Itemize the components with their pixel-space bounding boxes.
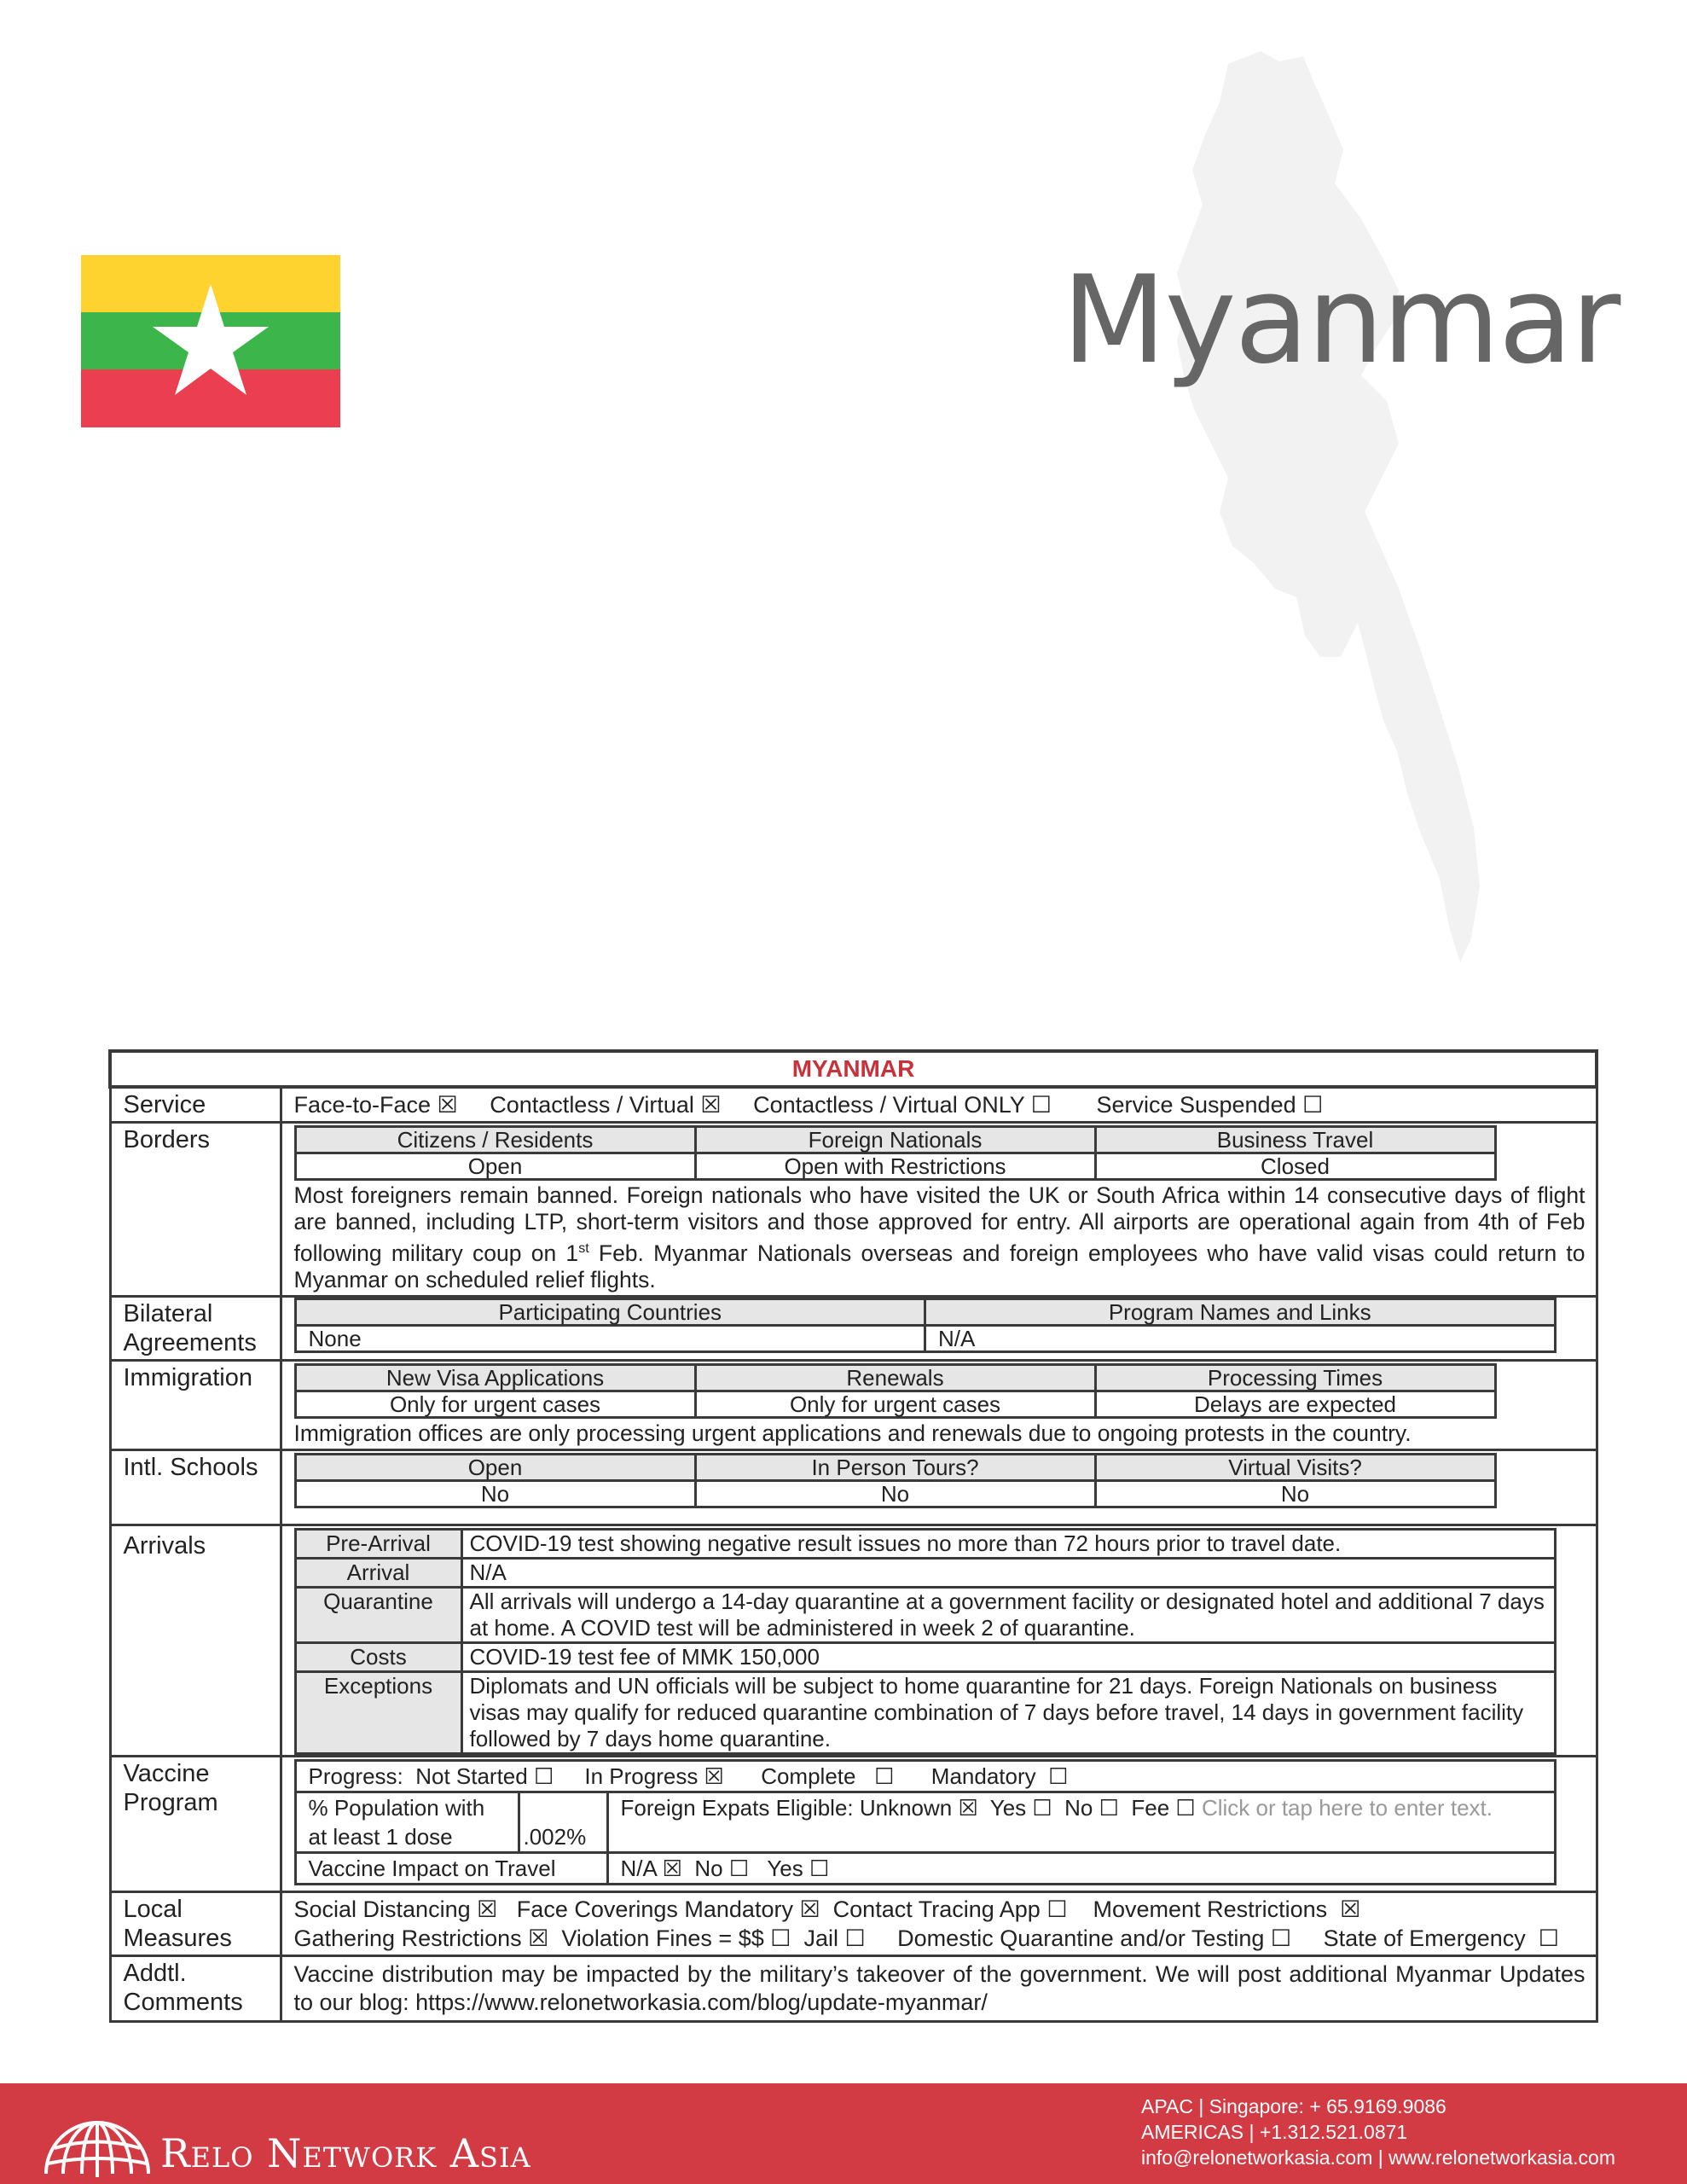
borders-note: Most foreigners remain banned. Foreign nationals who have visited the UK or South Africa within 14 consecutive days of flight are banned, including LTP, short-term visitors and those approved for entry. All airports are operational again from 4th of Feb following military coup on 1st Feb. Myanmar Nationals overseas and foreign employees who have valid visas could return to Myanmar on scheduled relief flights. xyxy=(293,1182,1586,1292)
arrivals-label: Arrivals xyxy=(110,1525,281,1756)
contact-apac: APAC | Singapore: + 65.9169.9086 xyxy=(1141,2095,1446,2117)
white-star-icon xyxy=(81,255,340,427)
borders-value-foreign: Open with Restrictions xyxy=(695,1153,1095,1180)
service-row xyxy=(110,1087,1597,1123)
schools-row xyxy=(110,1449,1597,1525)
schools-table xyxy=(294,1453,1497,1508)
borders-value-business: Closed xyxy=(1095,1153,1495,1180)
arrivals-row-arrival: Arrival N/A xyxy=(295,1558,1555,1587)
borders-value-citizens: Open xyxy=(295,1153,695,1180)
schools-value-virtual: No xyxy=(1095,1480,1495,1507)
eligibility-text-input[interactable]: Click or tap here to enter text. xyxy=(1201,1794,1493,1821)
immigration-header-renewals: Renewals xyxy=(695,1364,1095,1391)
bilateral-table xyxy=(294,1298,1557,1353)
arrivals-row-exceptions: Exceptions Diplomats and UN officials will be subject to home quarantine for 21 days. Foreign Nationals on business visas may qualify for reduced quarantine combination of 7 days before travel, 14 days in government facility followed by 7 days home quarantine. xyxy=(295,1671,1555,1753)
borders-header-business: Business Travel xyxy=(1095,1127,1495,1153)
contact-americas: AMERICAS | +1.312.521.0871 xyxy=(1141,2121,1408,2143)
footer-contact xyxy=(1141,2094,1615,2170)
footer-bar xyxy=(0,2083,1687,2184)
vaccine-impact-value: N/A ☒ No ☐ Yes ☐ xyxy=(607,1852,1555,1884)
myanmar-map-silhouette xyxy=(0,0,1687,973)
borders-header-foreign: Foreign Nationals xyxy=(695,1127,1095,1153)
arrivals-row-costs: Costs COVID-19 test fee of MMK 150,000 xyxy=(295,1642,1555,1671)
local-measures-label: Local Measures xyxy=(110,1891,281,1955)
table-header: MYANMAR xyxy=(110,1051,1597,1087)
local-measures-line-2: Gathering Restrictions ☒ Violation Fines = $$ ☐ Jail ☐ Domestic Quarantine and/or Testing ☐ State of Emergency ☐ xyxy=(293,1925,1559,1951)
vaccine-table xyxy=(294,1759,1557,1885)
arrivals-row xyxy=(110,1525,1597,1756)
schools-value-open: No xyxy=(295,1480,695,1507)
immigration-row xyxy=(110,1360,1597,1449)
arrivals-row-pre: Pre-Arrival COVID-19 test showing negative result issues no more than 72 hours prior to travel date. xyxy=(295,1529,1555,1558)
contact-email-web[interactable]: info@relonetworkasia.com | www.relonetworkasia.com xyxy=(1141,2146,1615,2169)
immigration-value-new-visa: Only for urgent cases xyxy=(295,1391,695,1417)
schools-value-tours: No xyxy=(695,1480,1095,1507)
borders-table xyxy=(294,1125,1497,1181)
bilateral-header-countries: Participating Countries xyxy=(295,1298,925,1325)
schools-header-tours: In Person Tours? xyxy=(695,1454,1095,1480)
arrivals-table xyxy=(294,1528,1557,1755)
schools-header-open: Open xyxy=(295,1454,695,1480)
borders-header-citizens: Citizens / Residents xyxy=(295,1127,695,1153)
immigration-header-new-visa: New Visa Applications xyxy=(295,1364,695,1391)
immigration-note: Immigration offices are only processing urgent applications and renewals due to ongoing protests in the country. xyxy=(293,1420,1412,1446)
borders-row xyxy=(110,1123,1597,1297)
local-measures-line-1: Social Distancing ☒ Face Coverings Mandatory ☒ Contact Tracing App ☐ Movement Restrictions ☒ xyxy=(293,1896,1361,1922)
vaccine-population-label: % Population with at least 1 dose xyxy=(295,1792,519,1852)
schools-label: Intl. Schools xyxy=(110,1449,281,1525)
immigration-header-processing: Processing Times xyxy=(1095,1364,1495,1391)
bilateral-programs-value: N/A xyxy=(925,1325,1556,1351)
bilateral-countries-value: None xyxy=(295,1325,925,1351)
vaccine-population-value: .002% xyxy=(519,1792,607,1852)
bilateral-row xyxy=(110,1296,1597,1360)
comments-row xyxy=(110,1955,1597,2021)
service-label: Service xyxy=(110,1087,281,1123)
brand-name: Relo Network Asia xyxy=(160,2130,531,2176)
immigration-label: Immigration xyxy=(110,1360,281,1449)
arrivals-row-quarantine: Quarantine All arrivals will undergo a 14-day quarantine at a government facility or designated hotel and additional 7 days at home. A COVID test will be administered in week 2 of quarantine. xyxy=(295,1587,1555,1642)
immigration-value-renewals: Only for urgent cases xyxy=(695,1391,1095,1417)
country-info-table xyxy=(108,1049,1595,2023)
vaccine-row xyxy=(110,1756,1597,1891)
comments-text: Vaccine distribution may be impacted by the military’s takeover of the government. We will post additional Myanmar Updates to our blog: https://www.relonetworkasia.com/blog/update-myanmar/ xyxy=(293,1960,1586,2015)
comments-label: Addtl. Comments xyxy=(110,1955,281,2021)
page-title: Myanmar xyxy=(1062,250,1620,391)
myanmar-flag xyxy=(81,255,340,427)
schools-header-virtual: Virtual Visits? xyxy=(1095,1454,1495,1480)
borders-label: Borders xyxy=(110,1123,281,1297)
immigration-value-processing: Delays are expected xyxy=(1095,1391,1495,1417)
vaccine-progress: Progress: Not Started ☐ In Progress ☒ Complete ☐ Mandatory ☐ xyxy=(295,1760,1555,1792)
local-measures-row xyxy=(110,1891,1597,1955)
vaccine-eligibility: Foreign Expats Eligible: Unknown ☒ Yes ☐ No ☐ Fee ☐ Click or tap here to enter text. xyxy=(607,1792,1555,1852)
vaccine-label: Vaccine Program xyxy=(110,1756,281,1891)
bilateral-header-programs: Program Names and Links xyxy=(925,1298,1556,1325)
vaccine-impact-label: Vaccine Impact on Travel xyxy=(295,1852,607,1884)
bilateral-label: Bilateral Agreements xyxy=(110,1296,281,1360)
service-options: Face-to-Face ☒ Contactless / Virtual ☒ Contactless / Virtual ONLY ☐ Service Suspended ☐ xyxy=(293,1092,1324,1118)
immigration-table xyxy=(294,1363,1497,1419)
globe-logo-icon xyxy=(38,2088,157,2181)
